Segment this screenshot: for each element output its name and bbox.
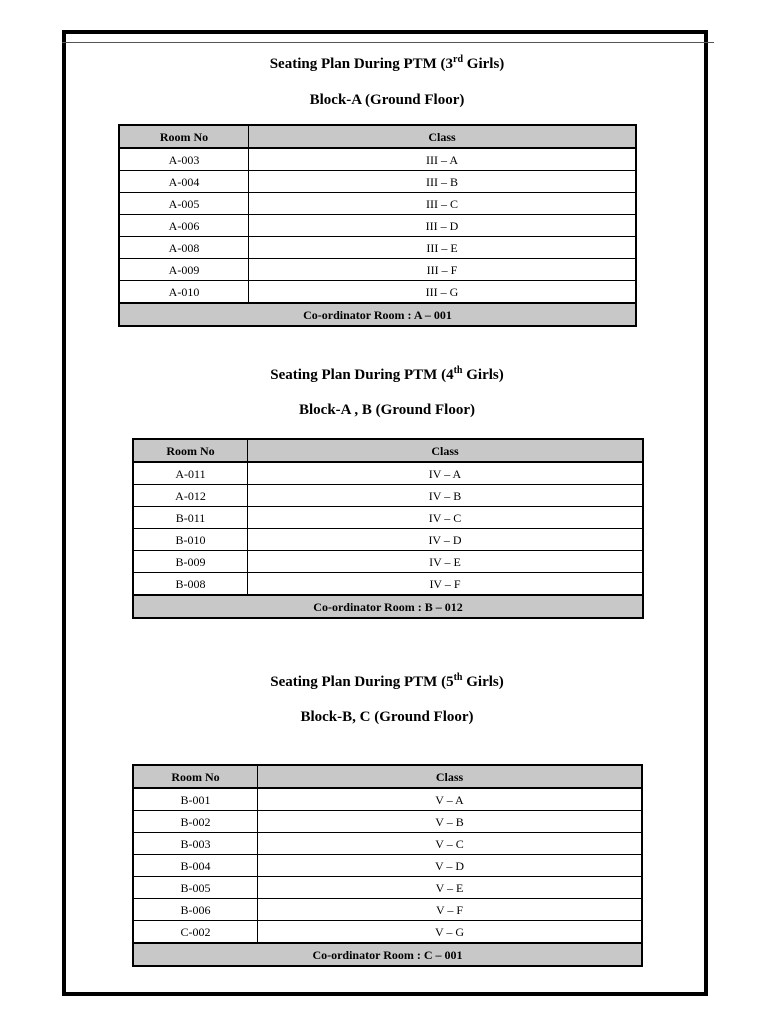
room-cell: A-008 bbox=[119, 237, 249, 259]
table-row bbox=[133, 877, 642, 899]
room-cell: A-009 bbox=[119, 259, 249, 281]
class-cell: IV – D bbox=[248, 529, 644, 551]
table-row bbox=[133, 529, 643, 551]
table-row bbox=[119, 215, 636, 237]
room-cell: B-011 bbox=[133, 507, 248, 529]
room-cell: A-010 bbox=[119, 281, 249, 304]
table-row bbox=[133, 485, 643, 507]
room-cell: B-003 bbox=[133, 833, 258, 855]
table-row bbox=[133, 833, 642, 855]
table-row bbox=[133, 855, 642, 877]
class-cell: V – F bbox=[258, 899, 643, 921]
table-row bbox=[119, 237, 636, 259]
class-cell: V – G bbox=[258, 921, 643, 944]
coordinator-row bbox=[133, 595, 643, 618]
coordinator-room-label: Co-ordinator Room : C – 001 bbox=[133, 943, 642, 966]
room-cell: A-004 bbox=[119, 171, 249, 193]
class-cell: V – E bbox=[258, 877, 643, 899]
section-1-title: Seating Plan During PTM (3rd Girls) bbox=[269, 54, 505, 72]
section-2-title: Seating Plan During PTM (4th Girls) bbox=[270, 365, 504, 383]
table-row bbox=[119, 281, 636, 304]
class-cell: V – B bbox=[258, 811, 643, 833]
class-cell: IV – F bbox=[248, 573, 644, 596]
seating-table-grade-5 bbox=[132, 764, 643, 967]
seating-table-grade-3 bbox=[118, 124, 637, 327]
table-row bbox=[133, 788, 642, 811]
class-cell: V – D bbox=[258, 855, 643, 877]
table-row bbox=[133, 921, 642, 944]
room-cell: B-004 bbox=[133, 855, 258, 877]
header-rule bbox=[62, 42, 714, 43]
table-row bbox=[119, 193, 636, 215]
room-cell: A-005 bbox=[119, 193, 249, 215]
coordinator-row bbox=[133, 943, 642, 966]
class-cell: IV – A bbox=[248, 462, 644, 485]
coordinator-room-label: Co-ordinator Room : A – 001 bbox=[119, 303, 636, 326]
section-3-title: Seating Plan During PTM (5th Girls) bbox=[270, 672, 504, 690]
room-cell: A-012 bbox=[133, 485, 248, 507]
room-cell: C-002 bbox=[133, 921, 258, 944]
table-header-row bbox=[133, 439, 643, 462]
class-cell: III – F bbox=[249, 259, 637, 281]
seating-table-grade-4 bbox=[132, 438, 644, 619]
class-cell: III – B bbox=[249, 171, 637, 193]
class-cell: IV – E bbox=[248, 551, 644, 573]
table-row bbox=[119, 171, 636, 193]
class-cell: V – A bbox=[258, 788, 643, 811]
table-row bbox=[119, 259, 636, 281]
class-cell: III – D bbox=[249, 215, 637, 237]
table-row bbox=[119, 148, 636, 171]
table-row bbox=[133, 507, 643, 529]
coordinator-row bbox=[119, 303, 636, 326]
class-cell: V – C bbox=[258, 833, 643, 855]
table-row bbox=[133, 551, 643, 573]
column-header-room: Room No bbox=[133, 765, 258, 788]
room-cell: A-003 bbox=[119, 148, 249, 171]
room-cell: B-002 bbox=[133, 811, 258, 833]
column-header-room: Room No bbox=[133, 439, 248, 462]
table-row bbox=[133, 811, 642, 833]
room-cell: B-009 bbox=[133, 551, 248, 573]
room-cell: A-006 bbox=[119, 215, 249, 237]
class-cell: III – C bbox=[249, 193, 637, 215]
room-cell: B-010 bbox=[133, 529, 248, 551]
room-cell: B-005 bbox=[133, 877, 258, 899]
column-header-class: Class bbox=[248, 439, 644, 462]
table-header-row bbox=[119, 125, 636, 148]
table-row bbox=[133, 899, 642, 921]
column-header-class: Class bbox=[258, 765, 643, 788]
section-1-block: Block-A (Ground Floor) bbox=[309, 92, 465, 108]
section-3-block: Block-B, C (Ground Floor) bbox=[300, 709, 474, 725]
column-header-room: Room No bbox=[119, 125, 249, 148]
room-cell: B-001 bbox=[133, 788, 258, 811]
table-row bbox=[133, 462, 643, 485]
column-header-class: Class bbox=[249, 125, 637, 148]
room-cell: B-006 bbox=[133, 899, 258, 921]
class-cell: III – E bbox=[249, 237, 637, 259]
class-cell: IV – C bbox=[248, 507, 644, 529]
class-cell: IV – B bbox=[248, 485, 644, 507]
class-cell: III – G bbox=[249, 281, 637, 304]
room-cell: A-011 bbox=[133, 462, 248, 485]
section-2-block: Block-A , B (Ground Floor) bbox=[299, 402, 475, 418]
table-row bbox=[133, 573, 643, 596]
table-header-row bbox=[133, 765, 642, 788]
class-cell: III – A bbox=[249, 148, 637, 171]
room-cell: B-008 bbox=[133, 573, 248, 596]
coordinator-room-label: Co-ordinator Room : B – 012 bbox=[133, 595, 643, 618]
